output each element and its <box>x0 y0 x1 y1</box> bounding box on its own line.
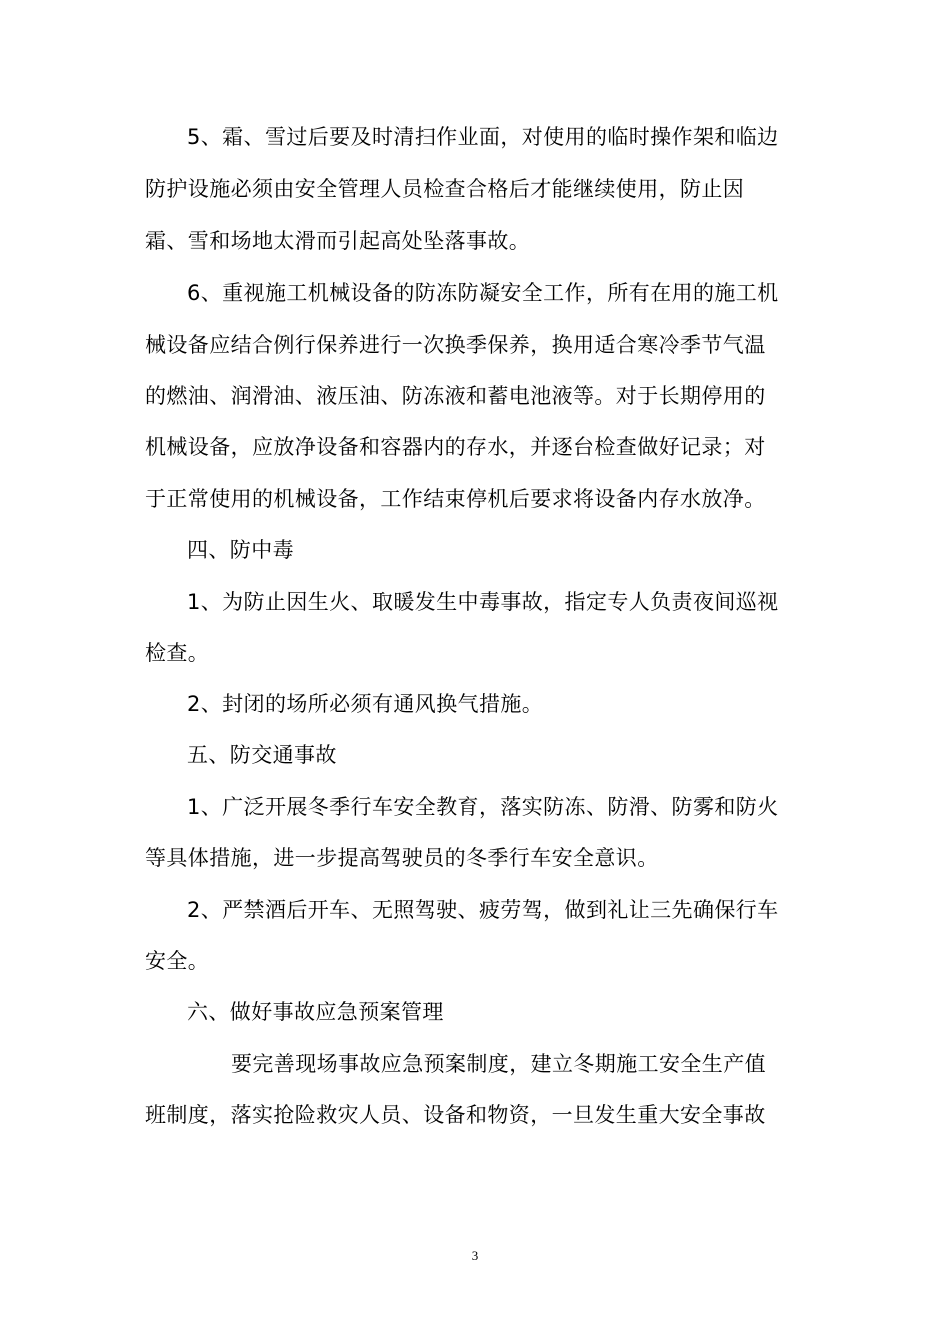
text-line: 防护设施必须由安全管理人员检查合格后才能继续使用，防止因 <box>145 177 745 201</box>
text-line: 械设备应结合例行保养进行一次换季保养，换用适合寒冷季节气温 <box>145 333 766 357</box>
text-line: 6、重视施工机械设备的防冻防凝安全工作，所有在用的施工机 <box>187 281 779 305</box>
section-heading: 六、做好事故应急预案管理 <box>187 1000 444 1024</box>
text-line: 安全。 <box>145 949 210 973</box>
text-line: 于正常使用的机械设备，工作结束停机后要求将设备内存水放净。 <box>145 487 766 511</box>
text-line: 2、严禁酒后开车、无照驾驶、疲劳驾，做到礼让三先确保行车 <box>187 898 779 922</box>
section-heading: 五、防交通事故 <box>187 743 337 767</box>
text-line: 检查。 <box>145 641 210 665</box>
text-line: 班制度，落实抢险救灾人员、设备和物资，一旦发生重大安全事故 <box>145 1103 766 1127</box>
section-heading: 四、防中毒 <box>187 538 294 562</box>
text-line: 要完善现场事故应急预案制度，建立冬期施工安全生产值 <box>231 1052 766 1076</box>
text-line: 5、霜、雪过后要及时清扫作业面，对使用的临时操作架和临边 <box>187 125 779 149</box>
text-line: 1、为防止因生火、取暖发生中毒事故，指定专人负责夜间巡视 <box>187 590 779 614</box>
text-line: 等具体措施，进一步提高驾驶员的冬季行车安全意识。 <box>145 846 659 870</box>
text-line: 1、广泛开展冬季行车安全教育，落实防冻、防滑、防雾和防火 <box>187 795 779 819</box>
text-line: 2、封闭的场所必须有通风换气措施。 <box>187 692 544 716</box>
text-line: 的燃油、润滑油、液压油、防冻液和蓄电池液等。对于长期停用的 <box>145 384 766 408</box>
page-number: 3 <box>471 1248 479 1263</box>
text-line: 霜、雪和场地太滑而引起高处坠落事故。 <box>145 229 531 253</box>
text-line: 机械设备，应放净设备和容器内的存水，并逐台检查做好记录；对 <box>145 435 766 459</box>
